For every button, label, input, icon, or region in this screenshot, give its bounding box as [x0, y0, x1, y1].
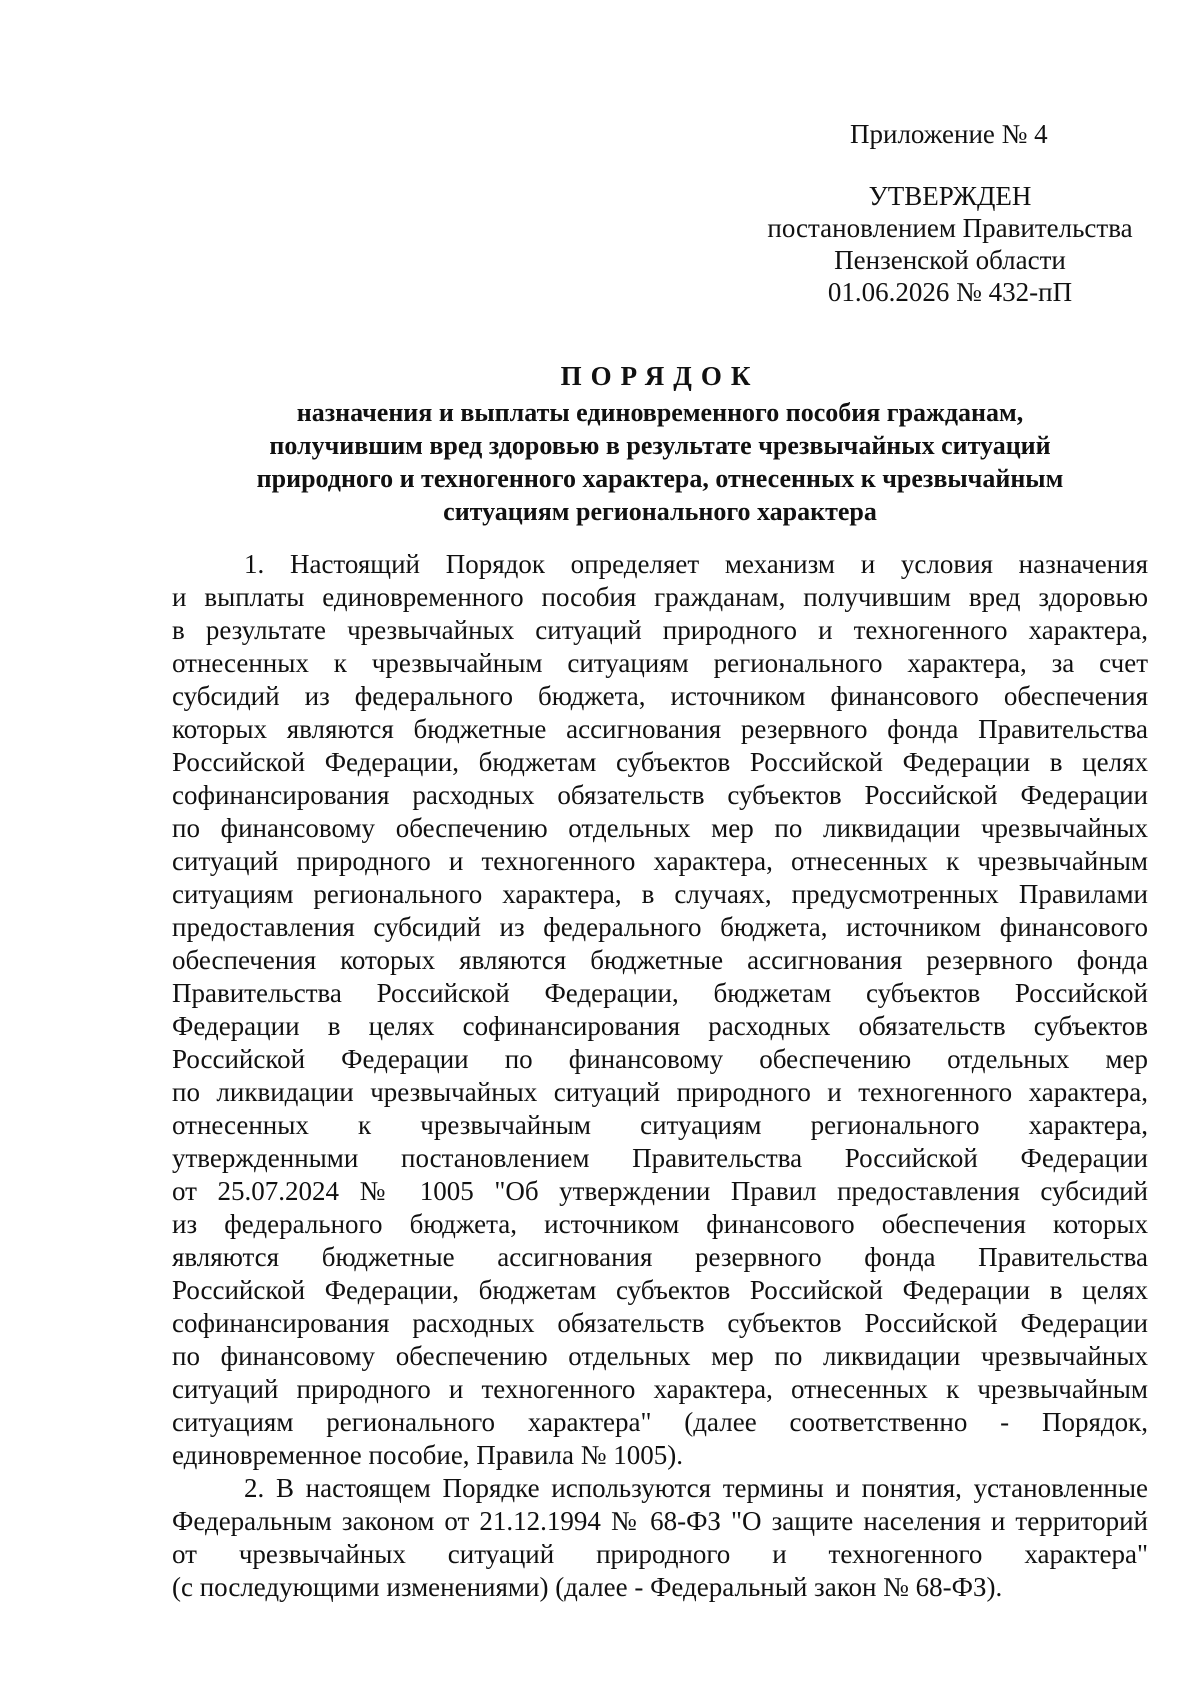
paragraph-line: (с последующими изменениями) (далее - Федеральный закон № 68-ФЗ). — [172, 1572, 1003, 1602]
paragraph-line: 2. В настоящем Порядке используются термины и понятия, установленные — [244, 1473, 1148, 1503]
approval-line: постановлением Правительства — [767, 213, 1133, 243]
document-subtitle — [170, 396, 1150, 528]
paragraph-line: от чрезвычайных ситуаций природного и техногенного характера" — [172, 1539, 1148, 1569]
paragraph-line: в результате чрезвычайных ситуаций природного и техногенного характера, — [172, 615, 1148, 645]
document-title: ПОРЯДОК — [560, 361, 760, 391]
paragraph-line: Российской Федерации, бюджетам субъектов Российской Федерации в целях — [172, 1275, 1148, 1305]
paragraph-line: из федерального бюджета, источником финансового обеспечения которых — [172, 1209, 1148, 1239]
paragraph-line: утвержденными постановлением Правительства Российской Федерации — [172, 1143, 1148, 1173]
paragraph-line: единовременное пособие, Правила № 1005). — [172, 1440, 683, 1470]
paragraph-line: ситуациям регионального характера, в случаях, предусмотренных Правилами — [172, 879, 1148, 909]
subtitle-line: получившим вред здоровью в результате чрезвычайных ситуаций — [269, 431, 1051, 460]
paragraph-line: софинансирования расходных обязательств субъектов Российской Федерации — [172, 1308, 1148, 1338]
paragraph-line: являются бюджетные ассигнования резервного фонда Правительства — [172, 1242, 1148, 1272]
subtitle-line: ситуациям регионального характера — [443, 497, 877, 526]
document-body — [172, 548, 1148, 1604]
paragraph-line: предоставления субсидий из федерального бюджета, источником финансового — [172, 912, 1148, 942]
paragraph-line: Федеральным законом от 21.12.1994 № 68-ФЗ "О защите населения и территорий — [172, 1506, 1148, 1536]
paragraph-line: и выплаты единовременного пособия гражданам, получившим вред здоровью — [172, 582, 1148, 612]
paragraph-line: ситуаций природного и техногенного характера, отнесенных к чрезвычайным — [172, 846, 1148, 876]
appendix-label: Приложение № 4 — [850, 119, 1048, 149]
paragraph-line: ситуациям регионального характера" (далее соответственно - Порядок, — [172, 1407, 1148, 1437]
approval-line: 01.06.2026 № 432-пП — [827, 277, 1073, 307]
paragraph-line: отнесенных к чрезвычайным ситуациям регионального характера, за счет — [172, 648, 1148, 678]
paragraph-2 — [172, 1472, 1148, 1604]
paragraph-line: по финансовому обеспечению отдельных мер по ликвидации чрезвычайных — [172, 1341, 1148, 1371]
paragraph-line: по финансовому обеспечению отдельных мер по ликвидации чрезвычайных — [172, 813, 1148, 843]
paragraph-1 — [172, 548, 1148, 1472]
paragraph-line: от 25.07.2024 № 1005 "Об утверждении Правил предоставления субсидий — [172, 1176, 1148, 1206]
paragraph-line: Федерации в целях софинансирования расходных обязательств субъектов — [172, 1011, 1148, 1041]
paragraph-line: Российской Федерации по финансовому обеспечению отдельных мер — [172, 1044, 1148, 1074]
paragraph-line: софинансирования расходных обязательств субъектов Российской Федерации — [172, 780, 1148, 810]
paragraph-line: 1. Настоящий Порядок определяет механизм и условия назначения — [244, 549, 1148, 579]
paragraph-line: отнесенных к чрезвычайным ситуациям регионального характера, — [172, 1110, 1148, 1140]
paragraph-line: по ликвидации чрезвычайных ситуаций природного и техногенного характера, — [172, 1077, 1148, 1107]
approval-line: УТВЕРЖДЕН — [868, 181, 1032, 211]
approval-block — [730, 180, 1170, 308]
subtitle-line: назначения и выплаты единовременного пособия гражданам, — [296, 398, 1024, 427]
paragraph-line: обеспечения которых являются бюджетные ассигнования резервного фонда — [172, 945, 1148, 975]
paragraph-line: Правительства Российской Федерации, бюджетам субъектов Российской — [172, 978, 1148, 1008]
approval-line: Пензенской области — [834, 245, 1066, 275]
paragraph-line: Российской Федерации, бюджетам субъектов Российской Федерации в целях — [172, 747, 1148, 777]
paragraph-line: субсидий из федерального бюджета, источником финансового обеспечения — [172, 681, 1148, 711]
paragraph-line: которых являются бюджетные ассигнования резервного фонда Правительства — [172, 714, 1148, 744]
paragraph-line: ситуаций природного и техногенного характера, отнесенных к чрезвычайным — [172, 1374, 1148, 1404]
subtitle-line: природного и техногенного характера, отнесенных к чрезвычайным — [256, 464, 1064, 493]
